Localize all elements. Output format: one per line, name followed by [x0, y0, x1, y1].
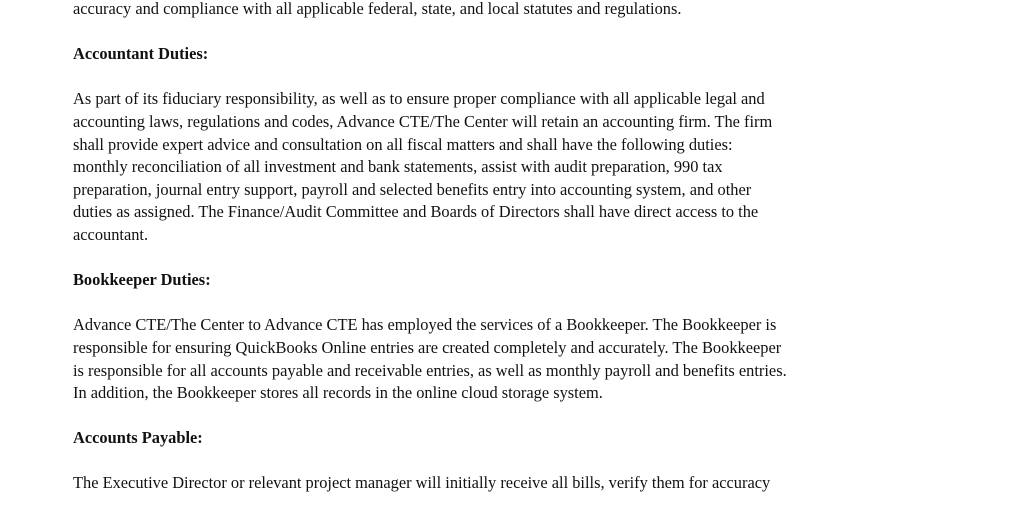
paragraph-gap	[73, 450, 973, 473]
accountant-duties-heading: Accountant Duties:	[73, 44, 209, 64]
paragraph-gap	[73, 21, 973, 44]
paragraph-gap	[73, 247, 973, 270]
paragraph-line: is responsible for all accounts payable and receivable entries, as well as monthly payroll and benefits entries.	[73, 360, 787, 380]
paragraph-line: preparation, journal entry support, payroll and selected benefits entry into accounting system, and other	[73, 179, 752, 199]
paragraph-line: monthly reconciliation of all investment and bank statements, assist with audit preparation, 990 tax	[73, 157, 723, 177]
paragraph-line: The Executive Director or relevant project manager will initially receive all bills, verify them for accuracy	[73, 473, 771, 493]
document-body	[73, 0, 973, 495]
paragraph-line: accounting laws, regulations and codes, Advance CTE/The Center will retain an accounting firm. The firm	[73, 111, 773, 131]
paragraph-line: In addition, the Bookkeeper stores all records in the online cloud storage system.	[73, 383, 603, 403]
paragraph-line: duties as assigned. The Finance/Audit Committee and Boards of Directors shall have direct access to the	[73, 202, 759, 222]
paragraph-line: As part of its fiduciary responsibility, as well as to ensure proper compliance with all applicable legal and	[73, 89, 765, 109]
paragraph-gap	[73, 292, 973, 315]
bookkeeper-duties-paragraph	[73, 314, 973, 404]
paragraph-line: accountant.	[73, 224, 149, 244]
accountant-duties-paragraph	[73, 88, 973, 246]
paragraph-line: responsible for ensuring QuickBooks Online entries are created completely and accurately. The Bookkeeper	[73, 337, 782, 357]
paragraph-line: Advance CTE/The Center to Advance CTE has employed the services of a Bookkeeper. The Bookkeeper is	[73, 315, 777, 335]
paragraph-gap	[73, 405, 973, 428]
paragraph-line: shall provide expert advice and consultation on all fiscal matters and shall have the following duties:	[73, 134, 733, 154]
accounts-payable-paragraph	[73, 472, 973, 495]
paragraph-gap	[73, 66, 973, 89]
bookkeeper-duties-heading: Bookkeeper Duties:	[73, 270, 211, 290]
intro-line: accuracy and compliance with all applicable federal, state, and local statutes and regulations.	[73, 0, 682, 18]
accounts-payable-heading: Accounts Payable:	[73, 428, 203, 448]
